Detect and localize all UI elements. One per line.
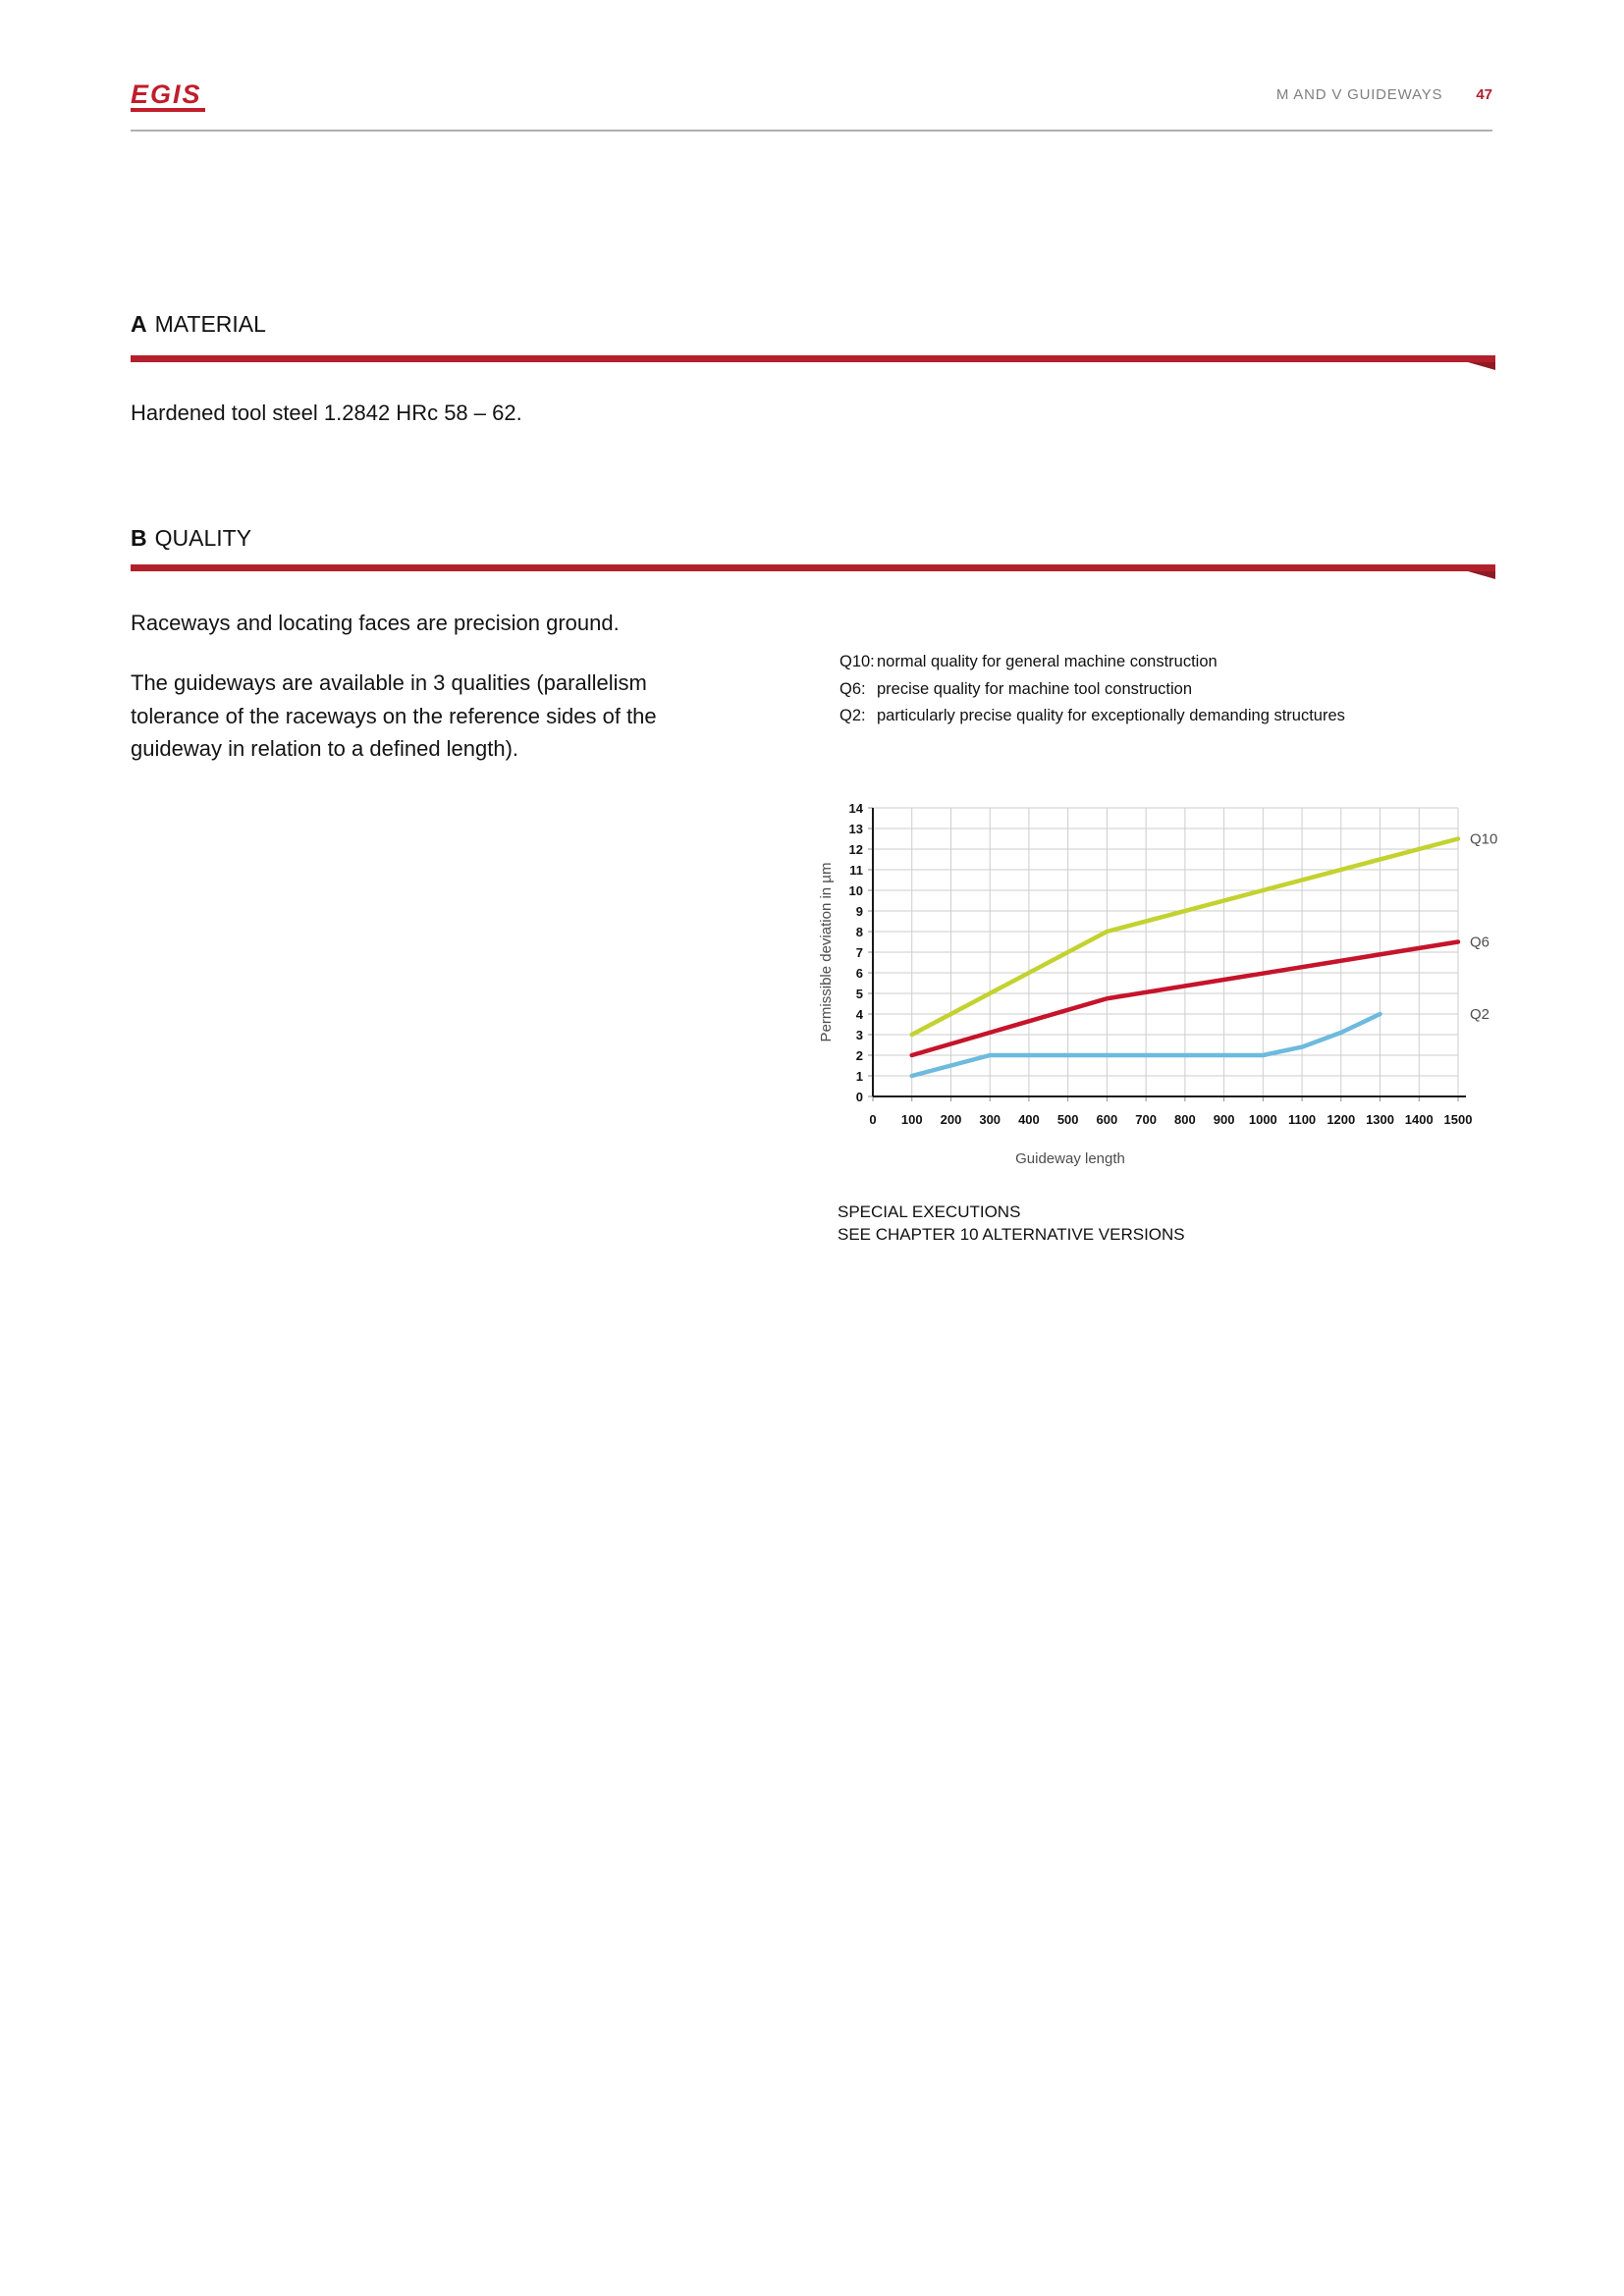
y-tick-label: 5 xyxy=(855,987,863,1001)
series-label-q2: Q2 xyxy=(1470,1006,1490,1023)
x-tick-label: 600 xyxy=(1096,1112,1118,1127)
quality-text-1: Raceways and locating faces are precision ground. xyxy=(131,611,620,635)
legend-row-q10 xyxy=(839,649,1345,676)
legend-text-q2: particularly precise quality for exceptionally demanding structures xyxy=(877,707,1345,724)
x-tick-label: 100 xyxy=(900,1112,923,1127)
y-tick-label: 6 xyxy=(855,966,863,981)
quality-legend xyxy=(839,649,1345,730)
x-tick-label: 400 xyxy=(1018,1112,1040,1127)
y-tick-label: 10 xyxy=(848,883,863,898)
x-tick-label: 1200 xyxy=(1326,1112,1356,1127)
section-b-letter: B xyxy=(131,525,147,551)
quality-tolerance-chart xyxy=(785,766,1551,1188)
x-tick-label: 800 xyxy=(1174,1112,1196,1127)
y-tick-label: 4 xyxy=(855,1007,863,1022)
series-label-q10: Q10 xyxy=(1470,830,1498,848)
x-tick-label: 0 xyxy=(869,1112,877,1127)
section-a-title: MATERIAL xyxy=(154,311,266,337)
x-tick-label: 1500 xyxy=(1443,1112,1473,1127)
page-number: 47 xyxy=(1476,86,1492,103)
y-tick-label: 12 xyxy=(848,842,863,857)
y-tick-label: 1 xyxy=(855,1069,863,1084)
y-tick-label: 0 xyxy=(855,1090,863,1104)
legend-text-q6: precise quality for machine tool construction xyxy=(877,679,1192,698)
x-tick-label: 700 xyxy=(1135,1112,1157,1127)
header-title: M AND V GUIDEWAYS xyxy=(1275,86,1443,103)
legend-text-q10: normal quality for general machine construction xyxy=(877,653,1218,670)
section-b-title: QUALITY xyxy=(154,525,252,551)
special-executions-note xyxy=(838,1201,1185,1246)
egis-logo: EGIS xyxy=(131,82,205,112)
section-b-rule xyxy=(131,564,1495,571)
section-b-heading xyxy=(131,525,251,552)
y-tick-label: 14 xyxy=(848,801,863,816)
legend-key-q10: Q10: xyxy=(839,653,875,670)
y-tick-label: 9 xyxy=(855,904,863,919)
series-label-q6: Q6 xyxy=(1470,934,1490,951)
x-tick-label: 1000 xyxy=(1248,1112,1277,1127)
legend-key-q6: Q6: xyxy=(839,679,866,698)
header-divider xyxy=(131,130,1492,132)
x-tick-label: 1300 xyxy=(1366,1112,1394,1127)
legend-row-q6 xyxy=(839,676,1345,704)
y-axis-title: Permissible deviation in µm xyxy=(818,862,835,1042)
x-tick-label: 900 xyxy=(1213,1112,1235,1127)
x-tick-label: 300 xyxy=(979,1112,1001,1127)
y-tick-label: 8 xyxy=(855,925,863,939)
x-tick-label: 1400 xyxy=(1404,1112,1434,1127)
section-a-letter: A xyxy=(131,311,147,337)
x-tick-label: 500 xyxy=(1056,1112,1079,1127)
page-header xyxy=(1276,86,1492,103)
section-a-rule xyxy=(131,355,1495,362)
special-executions-line1: SPECIAL EXECUTIONS xyxy=(838,1202,1021,1221)
x-tick-label: 1100 xyxy=(1287,1112,1317,1127)
quality-tolerance-chart-svg xyxy=(785,766,1551,1188)
x-axis-title: Guideway length xyxy=(1015,1150,1125,1167)
y-tick-label: 13 xyxy=(848,822,863,836)
y-tick-label: 3 xyxy=(855,1028,863,1042)
legend-key-q2: Q2: xyxy=(839,707,866,724)
material-text: Hardened tool steel 1.2842 HRc 58 – 62. xyxy=(131,400,522,425)
section-a-heading xyxy=(131,311,266,338)
y-tick-label: 11 xyxy=(849,863,863,878)
special-executions-line2: SEE CHAPTER 10 ALTERNATIVE VERSIONS xyxy=(838,1224,1185,1244)
y-tick-label: 7 xyxy=(855,945,863,960)
y-tick-label: 2 xyxy=(855,1048,863,1063)
x-tick-label: 200 xyxy=(940,1112,962,1127)
legend-row-q2 xyxy=(839,703,1345,730)
quality-text-2: The guideways are available in 3 qualities (parallelism tolerance of the raceways on the reference sides of the guideway in relation to a defined length). xyxy=(131,670,657,761)
